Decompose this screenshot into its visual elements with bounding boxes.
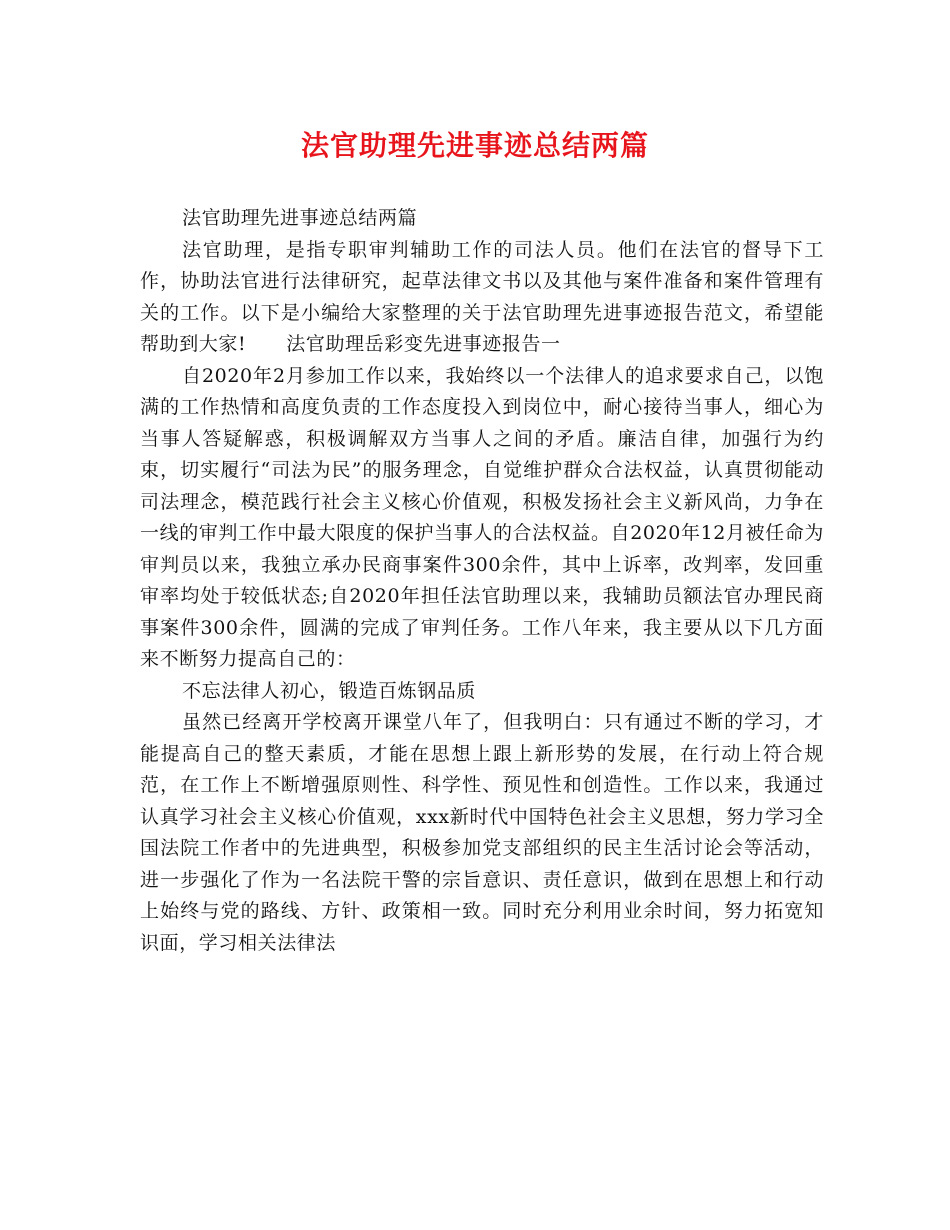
section-heading (140, 676, 824, 708)
paragraph-work-history (140, 361, 824, 676)
document-title: 法官助理先进事迹总结两篇 (300, 129, 649, 162)
paragraph-text: 虽然已经离开学校离开课堂八年了，但我明白：只有通过不断的学习，才能提高自己的整天素质，才能在思想上跟上新形势的发展，在行动上符合规范，在工作上不断增强原则性、科学性、预见性和创造性。工作以来，我通过认真学习社会主义核心价值观，xxx新时代中国特色社会主义思想，努力学习全国法院工作者中的先进典型，积极参加党支部组织的民主生活讨论会等活动，进一步强化了作为一名法院干警的宗旨意识、责任意识，做到在思想上和行动上始终与党的路线、方针、政策相一致。同时充分利用业余时间，努力拓宽知识面，学习相关法律法 (140, 711, 824, 954)
report-heading: 法官助理岳彩变先进事迹报告一 (286, 333, 561, 355)
paragraph-intro (140, 235, 824, 361)
paragraph-text: 不忘法律人初心，锻造百炼钢品质 (182, 679, 477, 702)
paragraph-text: 法官助理，是指专职审判辅助工作的司法人员。他们在法官的督导下工作，协助法官进行法律研究，起草法律文书以及其他与案件准备和案件管理有关的工作。以下是小编给大家整理的关于法官助理先进事迹报告范文，希望能帮助到大家! (140, 238, 824, 355)
paragraph-subtitle (140, 203, 824, 235)
paragraph-study (140, 707, 824, 959)
paragraph-text: 自2020年2月参加工作以来，我始终以一个法律人的追求要求自己，以饱满的工作热情和高度负责的工作态度投入到岗位中，耐心接待当事人，细心为当事人答疑解惑，积极调解双方当事人之间的矛盾。廉洁自律，加强行为约束，切实履行“司法为民”的服务理念，自觉维护群众合法权益，认真贯彻能动司法理念，模范践行社会主义核心价值观，积极发扬社会主义新风尚，力争在一线的审判工作中最大限度的保护当事人的合法权益。自2020年12月被任命为审判员以来，我独立承办民商事案件300余件，其中上诉率，改判率，发回重审率均处于较低状态;自2020年担任法官助理以来，我辅助员额法官办理民商事案件300余件，圆满的完成了审判任务。工作八年来，我主要从以下几方面来不断努力提高自己的： (140, 364, 824, 670)
document-body (140, 203, 824, 959)
paragraph-text: 法官助理先进事迹总结两篇 (182, 207, 418, 229)
